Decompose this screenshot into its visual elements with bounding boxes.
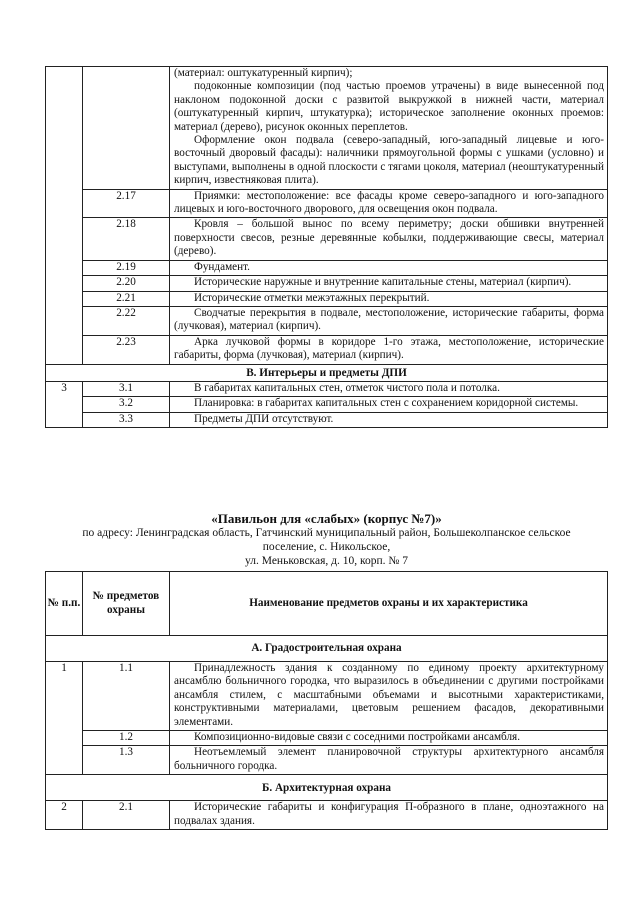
protection-table [45,571,608,830]
group-number-cell [46,67,83,365]
item-number: 1.1 [83,662,170,731]
object-address-line: ул. Меньковская, д. 10, корп. № 7 [245,555,408,567]
item-text: Принадлежность здания к созданному по единому проекту архитектурному ансамблю больничного городка, что выразилось в объединении с другими постройками ансамбля стилем, с масштабными объемами и высотными характеристиками, конструктивными материалами, цветовым решением фасадов, декоративными элементами. [174,662,604,728]
item-text: Исторические отметки межэтажных перекрытий. [194,291,430,304]
item-number: 2.22 [83,306,170,335]
header-col-description: Наименование предметов охраны и их характеристика [170,572,608,636]
protection-table-continued [45,66,608,428]
item-number: 1.2 [83,731,170,746]
object-title: «Павильон для «слабых» (корпус №7)» [211,511,442,526]
item-text: В габаритах капитальных стен, отметок чистого пола и потолка. [194,381,500,394]
header-col-number: № п.п. [46,572,83,636]
item-number: 2.18 [83,218,170,260]
table-row [46,412,608,427]
group-number: 1 [46,662,83,775]
object-address-line: поселение, с. Никольское, [262,541,391,553]
table-row [46,291,608,306]
description-paragraph: (материал: оштукатуренный кирпич); [174,67,353,79]
item-description-cell [170,67,608,190]
item-number: 2.21 [83,291,170,306]
item-text: Исторические наружные и внутренние капитальные стены, материал (кирпич). [194,276,572,289]
item-number: 3.3 [83,412,170,427]
description-paragraph: подоконные композиции (под частью проемов утрачены) в виде вынесенной под наклоном подоконной доски с развитой выкружкой в нижней части, материал (оштукатуренный кирпич, штукатурка); историческое заполнение оконных проемов: материал (дерево), рисунок оконных переплетов. [174,80,604,133]
table-row [46,662,608,731]
item-text: Неотъемлемый элемент планировочной структуры архитектурного ансамбля больничного городка. [174,746,604,772]
item-text: Планировка: в габаритах капитальных стен с сохранением коридорной системы. [194,397,579,410]
item-text: Приямки: местоположение: все фасады кроме северо-западного и юго-западного лицевых и юго-восточного дворового, для освещения окон подвала. [174,189,604,216]
table-row [46,276,608,291]
item-number: 2.1 [83,801,170,830]
header-col-item-number: № предметов охраны [83,572,170,636]
table-row [46,381,608,396]
item-number: 2.23 [83,335,170,364]
table-row [46,801,608,830]
item-text: Сводчатые перекрытия в подвале, местоположение, исторические габариты, форма (лучковая), материал (кирпич). [174,306,604,333]
section-heading: Б. Архитектурная охрана [46,775,608,801]
table-header-row [46,572,608,636]
description-paragraph: Оформление окон подвала (северо-западный, юго-западный лицевые и юго-восточный дворовый фасады): наличники прямоугольной формы с ушками (условно) и выступами, выполнены в одной плоскости с тягами цоколя, материал (неоштукатуренный кирпич, известняковая плита). [174,134,604,187]
item-text: Исторические габариты и конфигурация П-образного в плане, одноэтажного на подвалах здания. [174,801,604,827]
object-address-line: по адресу: Ленинградская область, Гатчинский муниципальный район, Большеколпанское сельское [82,527,571,539]
item-number: 3.1 [83,381,170,396]
object-heading [45,511,608,568]
group-number: 3 [46,381,83,427]
item-number: 2.19 [83,260,170,275]
table-row [46,731,608,746]
item-number: 3.2 [83,397,170,412]
table-row [46,260,608,275]
table-row [46,746,608,775]
item-text: Фундамент. [194,260,250,273]
item-text: Арка лучковой формы в коридоре 1-го этажа, местоположение, исторические габариты, форма (лучковая), материал (кирпич). [174,335,604,362]
section-heading: А. Градостроительная охрана [46,636,608,662]
table-row [46,67,608,190]
table-row [46,189,608,218]
item-number: 1.3 [83,746,170,775]
item-text: Предметы ДПИ отсутствуют. [194,412,334,425]
item-number: 2.20 [83,276,170,291]
section-heading: В. Интерьеры и предметы ДПИ [46,364,608,381]
item-text: Композиционно-видовые связи с соседними постройками ансамбля. [194,731,520,744]
table-row [46,335,608,364]
section-heading-row [46,636,608,662]
table-row [46,218,608,260]
table-row [46,397,608,412]
table-row [46,306,608,335]
item-text: Кровля – большой вынос по всему периметру; доски обшивки внутренней поверхности свесов, резные деревянные кобылки, поддерживающие свесы, материал (дерево). [174,218,604,258]
section-heading-row [46,775,608,801]
section-heading-row [46,364,608,381]
item-number-cell [83,67,170,190]
group-number: 2 [46,801,83,830]
item-number: 2.17 [83,189,170,218]
